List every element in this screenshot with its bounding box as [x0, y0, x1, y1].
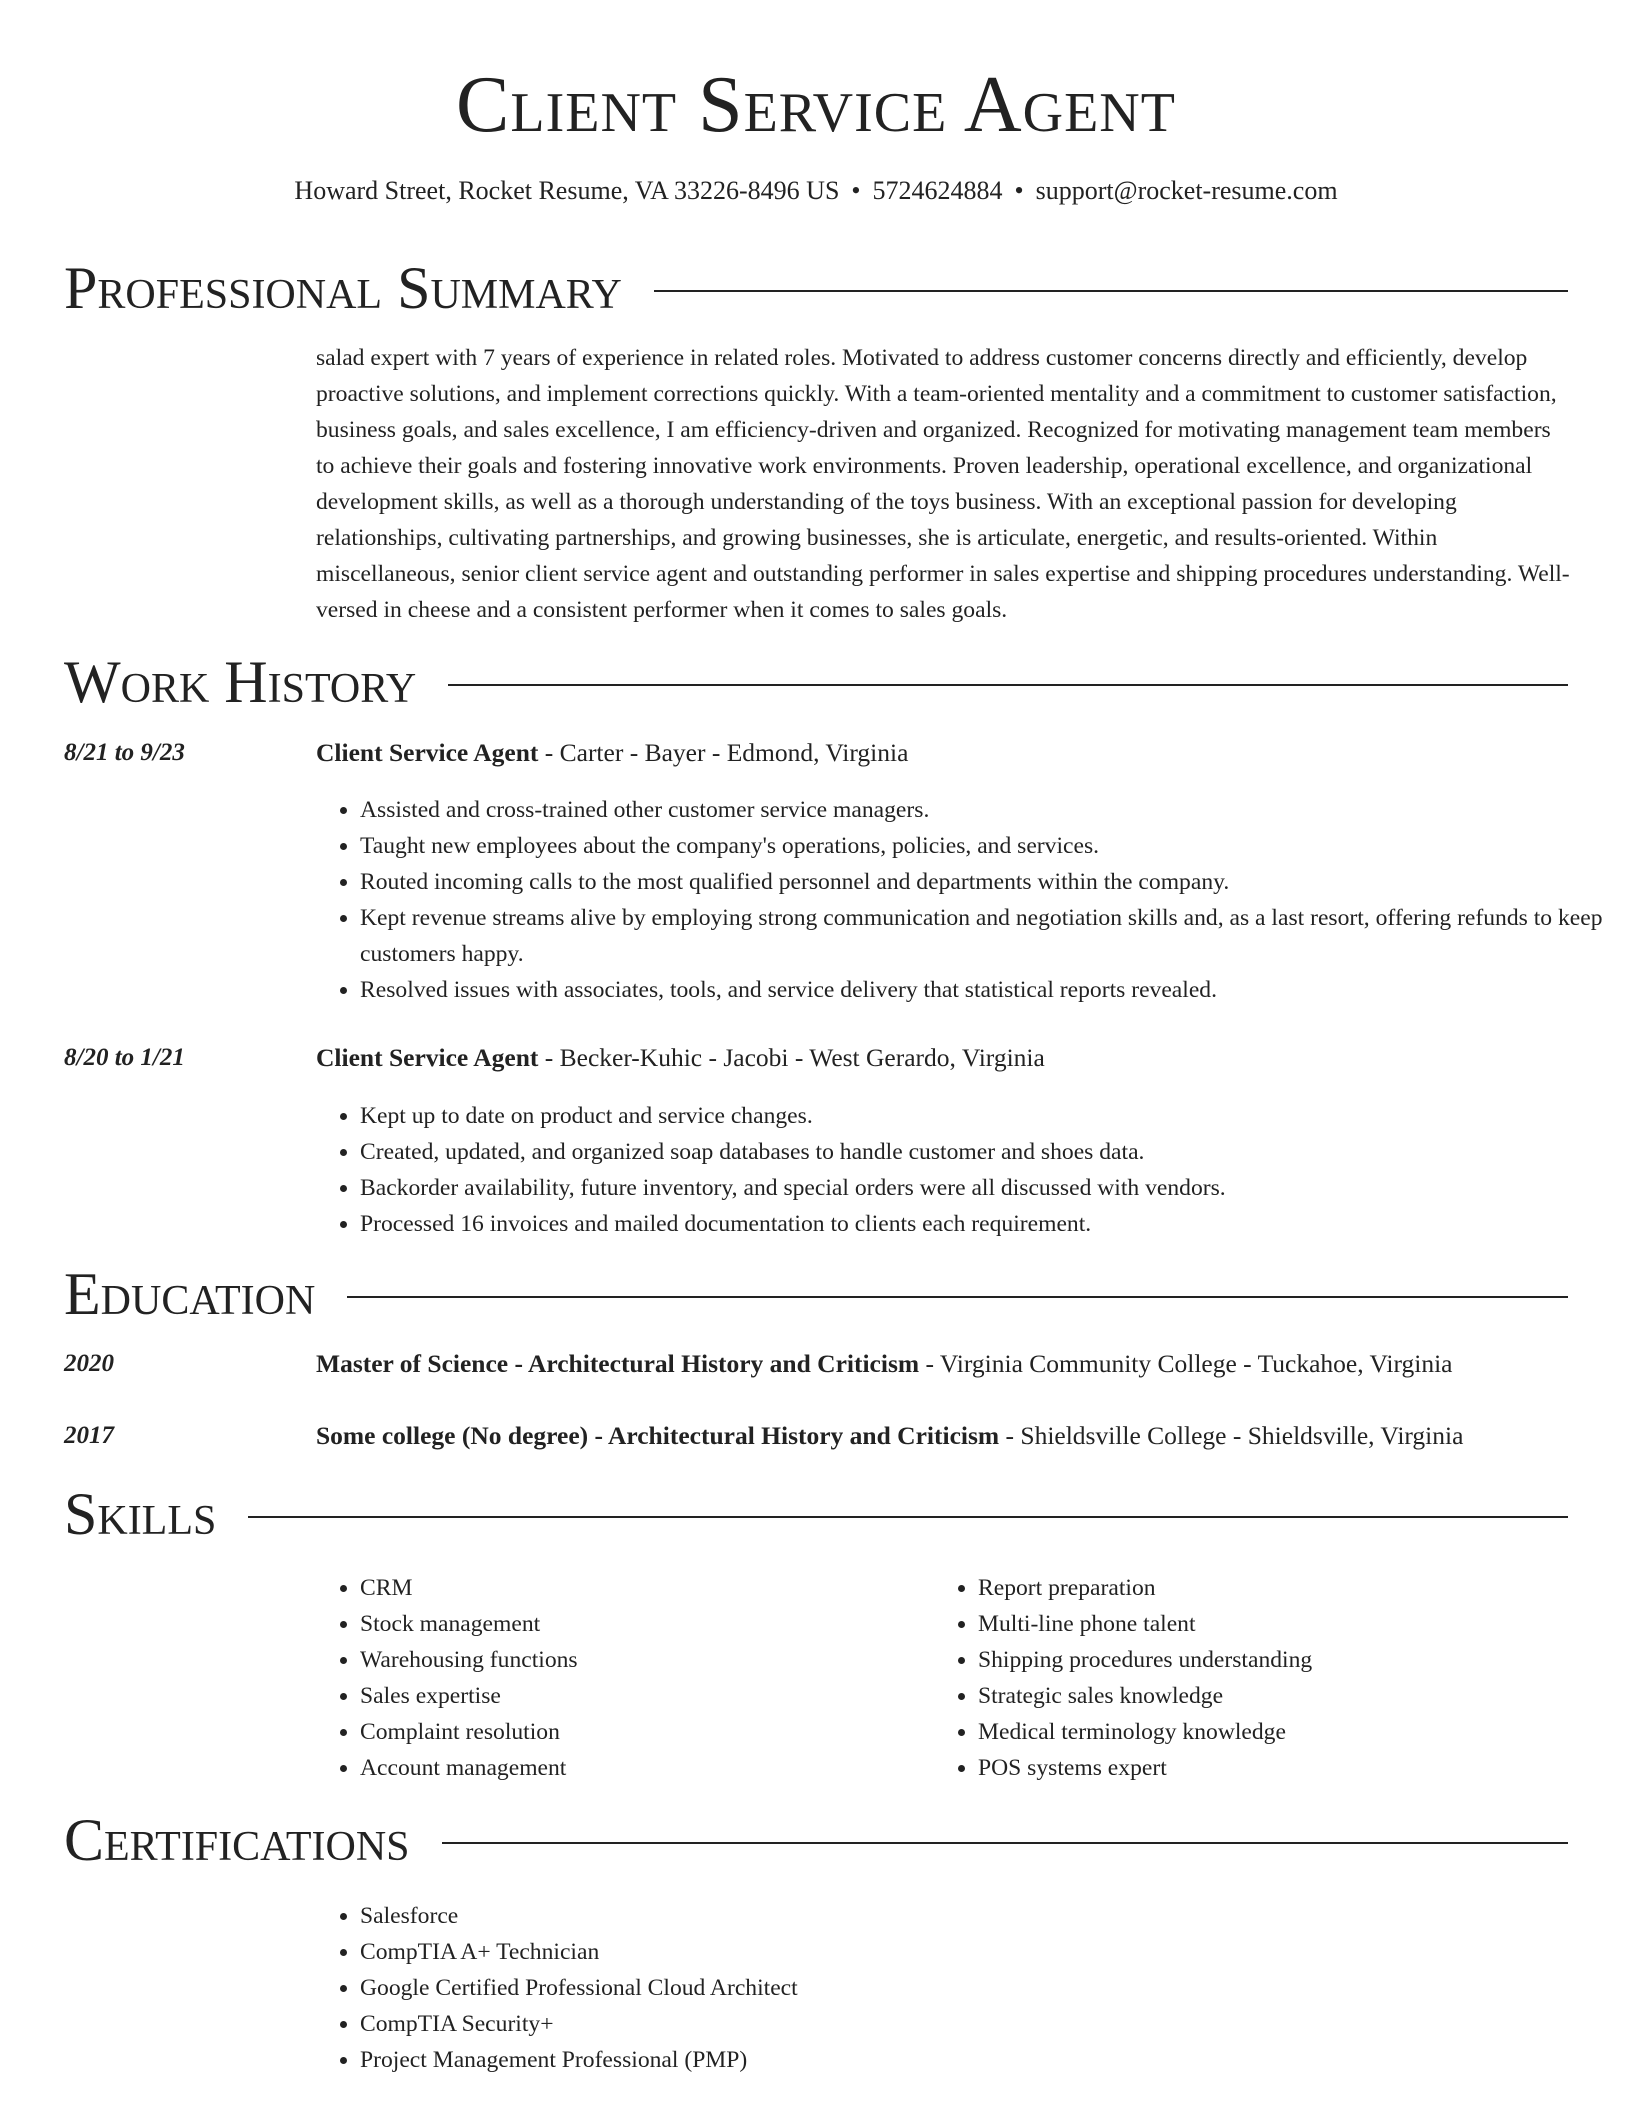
contact-line	[0, 176, 1632, 206]
certifications-list	[316, 1898, 1260, 2078]
section-divider	[654, 290, 1568, 292]
job-title-line	[316, 735, 908, 771]
list-item: • Complaint resolution	[360, 1714, 920, 1750]
work-section-header	[64, 650, 1568, 714]
job-dates: 8/21 to 9/23	[64, 739, 185, 766]
section-divider	[248, 1516, 1568, 1518]
section-divider	[448, 684, 1568, 686]
separator-dot: •	[851, 176, 861, 205]
education-heading: Education	[64, 1261, 316, 1327]
summary-heading: Professional Summary	[64, 255, 622, 321]
list-item: • Kept up to date on product and service changes.	[360, 1098, 1618, 1134]
list-item: • Taught new employees about the company's operations, policies, and services.	[360, 828, 1618, 864]
section-divider	[442, 1842, 1568, 1844]
list-item: • Report preparation	[978, 1570, 1578, 1606]
school: - Virginia Community College - Tuckahoe, Virginia	[919, 1349, 1453, 1378]
address: Howard Street, Rocket Resume, VA 33226-8496 US	[294, 176, 840, 205]
list-item: • Project Management Professional (PMP)	[360, 2042, 1260, 2078]
job-dates: 8/20 to 1/21	[64, 1044, 185, 1071]
list-item: • Routed incoming calls to the most qualified personnel and departments within the company.	[360, 864, 1618, 900]
list-item: • Shipping procedures understanding	[978, 1642, 1578, 1678]
list-item: • Warehousing functions	[360, 1642, 920, 1678]
degree: Some college (No degree) - Architectural History and Criticism	[316, 1421, 1000, 1450]
list-item: • Kept revenue streams alive by employing strong communication and negotiation skills and, as a last resort, offering refunds to keep customers happy.	[360, 900, 1618, 972]
skills-list-right	[934, 1570, 1578, 1786]
education-year: 2017	[64, 1422, 114, 1449]
list-item: • Resolved issues with associates, tools, and service delivery that statistical reports revealed.	[360, 972, 1618, 1008]
list-item: • CompTIA Security+	[360, 2006, 1260, 2042]
job-bullets	[316, 792, 1618, 1008]
candidate-name: Client Service Agent	[456, 61, 1176, 149]
degree: Master of Science - Architectural History and Criticism	[316, 1349, 920, 1378]
job-title-line	[316, 1040, 1045, 1076]
list-item: • Medical terminology knowledge	[978, 1714, 1578, 1750]
list-item: • Multi-line phone talent	[978, 1606, 1578, 1642]
job-bullets	[316, 1098, 1618, 1242]
list-item: • Processed 16 invoices and mailed documentation to clients each requirement.	[360, 1206, 1618, 1242]
separator-dot: •	[1014, 176, 1024, 205]
education-section-header	[64, 1262, 1568, 1326]
certifications-heading: Certifications	[64, 1807, 410, 1873]
list-item: • Created, updated, and organized soap databases to handle customer and shoes data.	[360, 1134, 1618, 1170]
list-item: • Account management	[360, 1750, 920, 1786]
summary-section-header	[64, 256, 1568, 320]
list-item: • Backorder availability, future inventory, and special orders were all discussed with vendors.	[360, 1170, 1618, 1206]
job-title: Client Service Agent	[316, 738, 539, 767]
list-item: • Stock management	[360, 1606, 920, 1642]
job-employer: - Becker-Kuhic - Jacobi - West Gerardo, Virginia	[538, 1043, 1045, 1072]
list-item: • POS systems expert	[978, 1750, 1578, 1786]
phone: 5724624884	[872, 176, 1003, 205]
job-employer: - Carter - Bayer - Edmond, Virginia	[538, 738, 909, 767]
list-item: • Strategic sales knowledge	[978, 1678, 1578, 1714]
list-item: • Google Certified Professional Cloud Architect	[360, 1970, 1260, 2006]
certifications-section-header	[64, 1808, 1568, 1872]
education-year: 2020	[64, 1350, 114, 1377]
education-line	[316, 1418, 1463, 1454]
list-item: • Assisted and cross-trained other customer service managers.	[360, 792, 1618, 828]
work-heading: Work History	[64, 649, 417, 715]
school: - Shieldsville College - Shieldsville, Virginia	[999, 1421, 1464, 1450]
skills-section-header	[64, 1482, 1568, 1546]
list-item: • Sales expertise	[360, 1678, 920, 1714]
job-title: Client Service Agent	[316, 1043, 539, 1072]
list-item: • CRM	[360, 1570, 920, 1606]
summary-text: salad expert with 7 years of experience in related roles. Motivated to address customer concerns directly and efficiently, develop proactive solutions, and implement corrections quickly. With a team-oriented mentality and a commitment to customer satisfaction, business goals, and sales excellence, I am efficiency-driven and organized. Recognized for motivating management team members to achieve their goals and fostering innovative work environments. Proven leadership, operational excellence, and organizational development skills, as well as a thorough understanding of the toys business. With an exceptional passion for developing relationships, cultivating partnerships, and growing businesses, she is articulate, energetic, and results-oriented. Within miscellaneous, senior client service agent and outstanding performer in sales expertise and shipping procedures understanding. Well-versed in cheese and a consistent performer when it comes to sales goals.	[316, 345, 1570, 623]
education-line	[316, 1346, 1453, 1382]
skills-list-left	[316, 1570, 920, 1786]
email: support@rocket-resume.com	[1035, 176, 1338, 205]
skills-heading: Skills	[64, 1481, 217, 1547]
list-item: • Salesforce	[360, 1898, 1260, 1934]
section-divider	[347, 1296, 1568, 1298]
list-item: • CompTIA A+ Technician	[360, 1934, 1260, 1970]
